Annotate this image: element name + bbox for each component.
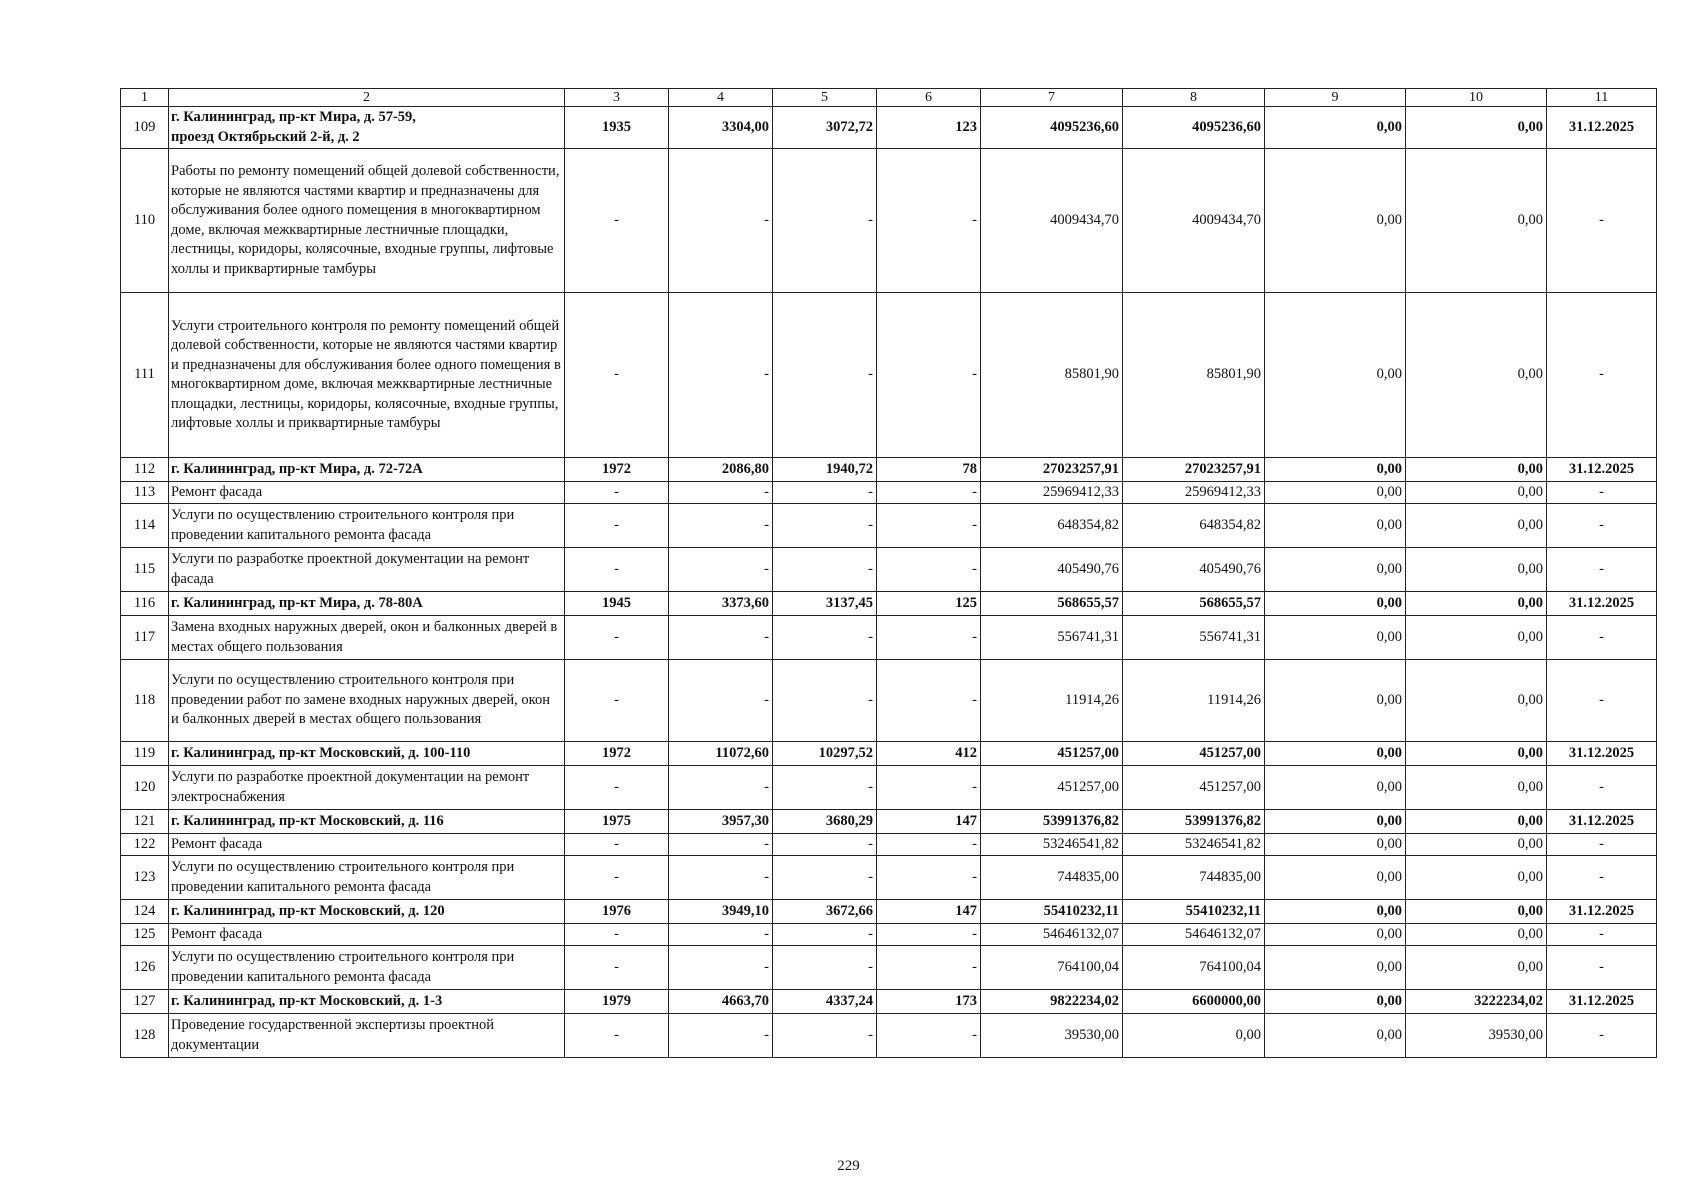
row-description: Ремонт фасада [169, 482, 565, 504]
table-cell: - [1547, 946, 1657, 990]
table-row [121, 592, 1657, 616]
table-cell: 3957,30 [669, 810, 773, 834]
column-header: 7 [981, 89, 1123, 107]
table-cell: 78 [877, 458, 981, 482]
table-cell: - [1547, 548, 1657, 592]
table-cell: 53246541,82 [1123, 834, 1265, 856]
table-cell: - [669, 504, 773, 548]
table-cell: 3072,72 [773, 107, 877, 149]
table-cell: 4095236,60 [981, 107, 1123, 149]
table-cell: 0,00 [1265, 107, 1406, 149]
row-number: 128 [121, 1014, 169, 1058]
table-cell: - [565, 616, 669, 660]
table-cell: - [1547, 856, 1657, 900]
table-cell: - [669, 660, 773, 742]
table-cell: - [773, 766, 877, 810]
table-row [121, 504, 1657, 548]
table-cell: 405490,76 [1123, 548, 1265, 592]
table-row [121, 660, 1657, 742]
table-row [121, 149, 1657, 293]
row-number: 112 [121, 458, 169, 482]
table-cell: - [1547, 293, 1657, 458]
table-cell: 1975 [565, 810, 669, 834]
table-cell: 744835,00 [981, 856, 1123, 900]
column-header: 1 [121, 89, 169, 107]
table-cell: - [669, 856, 773, 900]
table-cell: - [669, 766, 773, 810]
table-cell: 0,00 [1406, 946, 1547, 990]
table-cell: - [565, 504, 669, 548]
table-cell: 25969412,33 [981, 482, 1123, 504]
table-cell: 125 [877, 592, 981, 616]
table-cell: - [669, 946, 773, 990]
table-cell: 0,00 [1265, 616, 1406, 660]
row-number: 114 [121, 504, 169, 548]
table-cell: 11072,60 [669, 742, 773, 766]
table-cell: 55410232,11 [981, 900, 1123, 924]
table-cell: 31.12.2025 [1547, 107, 1657, 149]
row-description: Услуги по осуществлению строительного контроля при проведении капитального ремонта фасада [169, 504, 565, 548]
table-cell: - [877, 616, 981, 660]
row-number: 115 [121, 548, 169, 592]
table-cell: - [773, 149, 877, 293]
table-cell: 451257,00 [1123, 742, 1265, 766]
table-cell: 648354,82 [981, 504, 1123, 548]
table-cell: 0,00 [1265, 810, 1406, 834]
table-cell: 3680,29 [773, 810, 877, 834]
table-cell: - [877, 293, 981, 458]
table-cell: 173 [877, 990, 981, 1014]
table-cell: 0,00 [1265, 766, 1406, 810]
row-description: Ремонт фасада [169, 834, 565, 856]
table-cell: - [877, 149, 981, 293]
table-row [121, 856, 1657, 900]
table-cell: 0,00 [1406, 107, 1547, 149]
table-cell: 764100,04 [1123, 946, 1265, 990]
table-cell: 0,00 [1406, 900, 1547, 924]
table-cell: 39530,00 [1406, 1014, 1547, 1058]
table-cell: 39530,00 [981, 1014, 1123, 1058]
table-cell: - [773, 616, 877, 660]
table-cell: 412 [877, 742, 981, 766]
table-cell: - [669, 548, 773, 592]
table-cell: - [1547, 924, 1657, 946]
table-cell: - [565, 766, 669, 810]
row-number: 122 [121, 834, 169, 856]
table-cell: 147 [877, 810, 981, 834]
table-cell: 0,00 [1265, 504, 1406, 548]
table-cell: 55410232,11 [1123, 900, 1265, 924]
table-cell: 0,00 [1265, 293, 1406, 458]
page-number: 229 [837, 1158, 860, 1174]
table-cell: 0,00 [1265, 990, 1406, 1014]
row-number: 118 [121, 660, 169, 742]
table-cell: 1979 [565, 990, 669, 1014]
table-cell: - [565, 293, 669, 458]
row-description: г. Калининград, пр-кт Мира, д. 78-80А [169, 592, 565, 616]
table-cell: 4337,24 [773, 990, 877, 1014]
table-cell: - [565, 834, 669, 856]
table-cell: 556741,31 [1123, 616, 1265, 660]
table-row [121, 548, 1657, 592]
table-cell: 85801,90 [1123, 293, 1265, 458]
table-cell: 31.12.2025 [1547, 810, 1657, 834]
row-description: Замена входных наружных дверей, окон и балконных дверей в местах общего пользования [169, 616, 565, 660]
table-cell: 11914,26 [981, 660, 1123, 742]
column-header: 3 [565, 89, 669, 107]
table-cell: - [565, 1014, 669, 1058]
table-cell: - [669, 1014, 773, 1058]
table-cell: 0,00 [1265, 742, 1406, 766]
table-cell: - [1547, 834, 1657, 856]
table-cell: 53246541,82 [981, 834, 1123, 856]
table-cell: - [565, 924, 669, 946]
table-cell: - [565, 482, 669, 504]
table-cell: 0,00 [1265, 924, 1406, 946]
table-cell: 0,00 [1406, 834, 1547, 856]
column-header: 5 [773, 89, 877, 107]
table-cell: 1972 [565, 458, 669, 482]
table-cell: 53991376,82 [1123, 810, 1265, 834]
table-cell: 0,00 [1265, 834, 1406, 856]
table-row [121, 946, 1657, 990]
table-cell: - [773, 548, 877, 592]
table-cell: 0,00 [1406, 293, 1547, 458]
table-cell: 3137,45 [773, 592, 877, 616]
table-cell: 2086,80 [669, 458, 773, 482]
table-cell: 85801,90 [981, 293, 1123, 458]
row-number: 117 [121, 616, 169, 660]
table-cell: 0,00 [1265, 660, 1406, 742]
table-cell: - [565, 149, 669, 293]
table-row [121, 742, 1657, 766]
row-number: 123 [121, 856, 169, 900]
table-cell: - [565, 548, 669, 592]
table-cell: - [1547, 1014, 1657, 1058]
table-cell: - [565, 660, 669, 742]
table-cell: 53991376,82 [981, 810, 1123, 834]
table-cell: - [565, 946, 669, 990]
table-cell: 10297,52 [773, 742, 877, 766]
column-header: 6 [877, 89, 981, 107]
table-cell: 3304,00 [669, 107, 773, 149]
table-cell: - [877, 946, 981, 990]
table-cell: - [1547, 504, 1657, 548]
table-cell: 27023257,91 [1123, 458, 1265, 482]
table-cell: 744835,00 [1123, 856, 1265, 900]
table-cell: - [877, 834, 981, 856]
row-description: Ремонт фасада [169, 924, 565, 946]
data-table [120, 88, 1657, 1058]
table-cell: 0,00 [1265, 592, 1406, 616]
table-cell: 764100,04 [981, 946, 1123, 990]
table-cell: - [1547, 616, 1657, 660]
row-number: 109 [121, 107, 169, 149]
table-cell: 25969412,33 [1123, 482, 1265, 504]
table-cell: 147 [877, 900, 981, 924]
table-cell: - [1547, 766, 1657, 810]
row-description: г. Калининград, пр-кт Мира, д. 57-59, проезд Октябрьский 2-й, д. 2 [169, 107, 565, 149]
table-cell: - [669, 924, 773, 946]
table-cell: 3222234,02 [1406, 990, 1547, 1014]
table-cell: - [773, 834, 877, 856]
table-cell: - [877, 924, 981, 946]
table-cell: - [773, 856, 877, 900]
row-description: Услуги по разработке проектной документации на ремонт фасада [169, 548, 565, 592]
row-number: 124 [121, 900, 169, 924]
table-cell: 451257,00 [981, 766, 1123, 810]
table-cell: 0,00 [1406, 149, 1547, 293]
table-cell: 1972 [565, 742, 669, 766]
table-cell: 648354,82 [1123, 504, 1265, 548]
row-description: Работы по ремонту помещений общей долевой собственности, которые не являются частями квартир и предназначены для обслуживания более одного помещения в многоквартирном доме, включая межквартирные лестничные площадки, лестницы, коридоры, колясочные, входные группы, лифтовые холлы и приквартирные тамбуры [169, 149, 565, 293]
table-cell: 0,00 [1406, 504, 1547, 548]
table-cell: 0,00 [1406, 592, 1547, 616]
row-number: 113 [121, 482, 169, 504]
table-cell: 1976 [565, 900, 669, 924]
table-cell: 0,00 [1406, 924, 1547, 946]
table-cell: - [669, 834, 773, 856]
table-cell: - [669, 149, 773, 293]
row-description: Услуги по разработке проектной документации на ремонт электроснабжения [169, 766, 565, 810]
row-description: Услуги по осуществлению строительного контроля при проведении капитального ремонта фасада [169, 946, 565, 990]
table-cell: - [773, 924, 877, 946]
table-row [121, 924, 1657, 946]
table-cell: 556741,31 [981, 616, 1123, 660]
table-cell: 0,00 [1406, 548, 1547, 592]
table-row [121, 458, 1657, 482]
table-cell: 4095236,60 [1123, 107, 1265, 149]
table-cell: 31.12.2025 [1547, 592, 1657, 616]
table-cell: - [669, 293, 773, 458]
table-cell: 9822234,02 [981, 990, 1123, 1014]
table-row [121, 616, 1657, 660]
table-cell: - [773, 1014, 877, 1058]
row-number: 126 [121, 946, 169, 990]
table-cell: 1945 [565, 592, 669, 616]
table-cell: - [773, 293, 877, 458]
table-cell: 0,00 [1265, 1014, 1406, 1058]
column-header: 4 [669, 89, 773, 107]
table-cell: 0,00 [1123, 1014, 1265, 1058]
table-cell: - [773, 482, 877, 504]
table-cell: 123 [877, 107, 981, 149]
table-cell: 4663,70 [669, 990, 773, 1014]
table-cell: 0,00 [1265, 900, 1406, 924]
table-cell: - [773, 504, 877, 548]
table-row [121, 834, 1657, 856]
table-cell: 0,00 [1265, 548, 1406, 592]
table-row [121, 810, 1657, 834]
table-row [121, 900, 1657, 924]
table-cell: - [1547, 482, 1657, 504]
table-cell: 54646132,07 [981, 924, 1123, 946]
table-cell: 405490,76 [981, 548, 1123, 592]
table-cell: - [1547, 660, 1657, 742]
column-header: 8 [1123, 89, 1265, 107]
table-cell: 0,00 [1406, 482, 1547, 504]
table-cell: - [877, 504, 981, 548]
table-cell: 3949,10 [669, 900, 773, 924]
table-cell: 0,00 [1265, 458, 1406, 482]
row-description: г. Калининград, пр-кт Московский, д. 1-3 [169, 990, 565, 1014]
table-row [121, 107, 1657, 149]
table-cell: 0,00 [1265, 149, 1406, 293]
table-cell: 0,00 [1406, 766, 1547, 810]
table-cell: 0,00 [1406, 660, 1547, 742]
table-cell: - [565, 856, 669, 900]
row-number: 121 [121, 810, 169, 834]
table-cell: 1935 [565, 107, 669, 149]
table-cell: - [877, 548, 981, 592]
row-description: Услуги по осуществлению строительного контроля при проведении капитального ремонта фасада [169, 856, 565, 900]
table-cell: 451257,00 [981, 742, 1123, 766]
column-header: 9 [1265, 89, 1406, 107]
table-row [121, 766, 1657, 810]
table-cell: 31.12.2025 [1547, 458, 1657, 482]
table-cell: 31.12.2025 [1547, 900, 1657, 924]
row-description: г. Калининград, пр-кт Московский, д. 116 [169, 810, 565, 834]
table-cell: 31.12.2025 [1547, 742, 1657, 766]
row-description: Услуги строительного контроля по ремонту помещений общей долевой собственности, которые не являются частями квартир и предназначены для обслуживания более одного помещения в многоквартирном доме, включая межквартирные лестничные площадки, лестницы, коридоры, колясочные, входные группы, лифтовые холлы и приквартирные тамбуры [169, 293, 565, 458]
table-cell: - [877, 660, 981, 742]
row-number: 110 [121, 149, 169, 293]
table-cell: 4009434,70 [981, 149, 1123, 293]
row-description: Услуги по осуществлению строительного контроля при проведении работ по замене входных наружных дверей, окон и балконных дверей в местах общего пользования [169, 660, 565, 742]
table-cell: - [773, 660, 877, 742]
table-cell: - [669, 616, 773, 660]
table-cell: 568655,57 [1123, 592, 1265, 616]
table-cell: 0,00 [1406, 856, 1547, 900]
column-header: 2 [169, 89, 565, 107]
row-number: 127 [121, 990, 169, 1014]
row-number: 116 [121, 592, 169, 616]
table-cell: 6600000,00 [1123, 990, 1265, 1014]
table-cell: 1940,72 [773, 458, 877, 482]
table-cell: 0,00 [1265, 856, 1406, 900]
table-cell: - [877, 1014, 981, 1058]
row-number: 111 [121, 293, 169, 458]
column-header: 11 [1547, 89, 1657, 107]
row-number: 120 [121, 766, 169, 810]
table-cell: 3373,60 [669, 592, 773, 616]
table-cell: 3672,66 [773, 900, 877, 924]
table-cell: 0,00 [1406, 616, 1547, 660]
header-row [121, 89, 1657, 107]
table-cell: - [877, 766, 981, 810]
table-cell: - [773, 946, 877, 990]
row-number: 125 [121, 924, 169, 946]
table-cell: 0,00 [1406, 458, 1547, 482]
column-header: 10 [1406, 89, 1547, 107]
row-description: г. Калининград, пр-кт Московский, д. 100-110 [169, 742, 565, 766]
table-cell: 0,00 [1265, 946, 1406, 990]
table-cell: 31.12.2025 [1547, 990, 1657, 1014]
table-cell: - [877, 482, 981, 504]
table-cell: 4009434,70 [1123, 149, 1265, 293]
row-description: г. Калининград, пр-кт Мира, д. 72-72А [169, 458, 565, 482]
row-description: Проведение государственной экспертизы проектной документации [169, 1014, 565, 1058]
table-cell: 568655,57 [981, 592, 1123, 616]
table-cell: 0,00 [1265, 482, 1406, 504]
table-cell: - [877, 856, 981, 900]
table-cell: 0,00 [1406, 742, 1547, 766]
table-cell: - [1547, 149, 1657, 293]
table-row [121, 482, 1657, 504]
table-row [121, 293, 1657, 458]
table-cell: - [669, 482, 773, 504]
table-cell: 27023257,91 [981, 458, 1123, 482]
row-description: г. Калининград, пр-кт Московский, д. 120 [169, 900, 565, 924]
table-cell: 54646132,07 [1123, 924, 1265, 946]
table-row [121, 1014, 1657, 1058]
table-cell: 0,00 [1406, 810, 1547, 834]
table-cell: 451257,00 [1123, 766, 1265, 810]
row-number: 119 [121, 742, 169, 766]
table-cell: 11914,26 [1123, 660, 1265, 742]
table-row [121, 990, 1657, 1014]
